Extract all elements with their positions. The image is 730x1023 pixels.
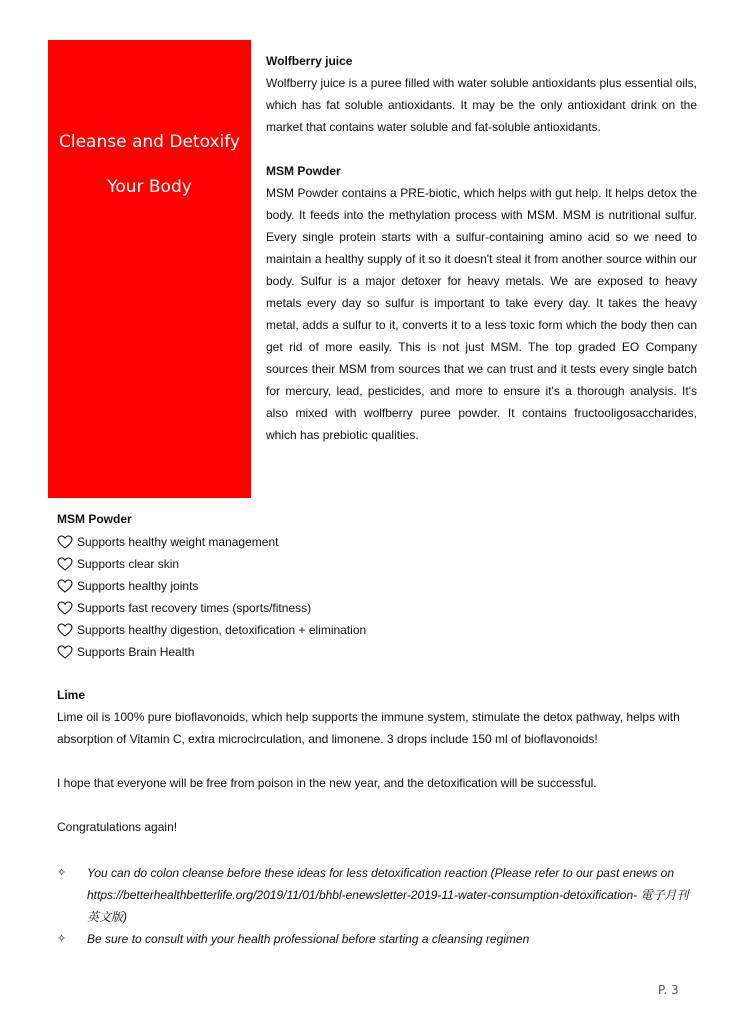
lime-section: [57, 684, 698, 750]
list-item-text: Supports healthy joints: [77, 579, 199, 593]
note-text: Be sure to consult with your health professional before starting a cleansing regimen: [87, 932, 530, 946]
title-panel: [48, 40, 251, 498]
notes-list: [57, 862, 698, 950]
sparkle-icon: ✧: [57, 867, 67, 879]
msm-benefits-list: [57, 531, 366, 663]
congrats-text: Congratulations again!: [57, 820, 178, 834]
note-item: [57, 928, 698, 950]
sparkle-icon: ✧: [57, 933, 67, 945]
list-item: [57, 597, 366, 619]
list-item: [57, 641, 366, 663]
list-item-text: Supports clear skin: [77, 557, 180, 571]
list-item: [57, 531, 366, 553]
panel-title-line1: Cleanse and Detoxify: [59, 132, 240, 152]
wolfberry-heading: Wolfberry juice: [266, 54, 353, 68]
lime-text: Lime oil is 100% pure bioflavonoids, which help supports the immune system, stimulate the detox pathway, helps with absorption of Vitamin C, extra microcirculation, and limonene. 3 drops include 150 ml of bioflavonoids!: [57, 710, 680, 746]
list-item-text: Supports fast recovery times (sports/fitness): [77, 601, 312, 615]
list-item-text: Supports Brain Health: [77, 645, 195, 659]
wolfberry-text: Wolfberry juice is a puree filled with water soluble antioxidants plus essential oils, which has fat soluble antioxidants. It may be the only antioxidant drink on the market that contains water soluble and fat-soluble antioxidants.: [266, 76, 697, 134]
panel-title-line2: Your Body: [107, 177, 192, 197]
msm-list-heading: MSM Powder: [57, 512, 132, 526]
note-item: [57, 862, 698, 928]
heart-outline-icon: [57, 579, 73, 593]
list-item: [57, 619, 366, 641]
hope-text: I hope that everyone will be free from poison in the new year, and the detoxification will be successful.: [57, 776, 597, 790]
heart-outline-icon: [57, 645, 73, 659]
heart-outline-icon: [57, 623, 73, 637]
page-number: P. 3: [658, 983, 679, 997]
lime-heading: Lime: [57, 688, 86, 702]
heart-outline-icon: [57, 557, 73, 571]
note-text: You can do colon cleanse before these ideas for less detoxification reaction (Please refer to our past enews on https://betterhealthbetterlife.org/2019/11/01/bhbl-enewsletter-2019-11-water-consumption-detoxification- 電子月刊英文版): [87, 866, 689, 924]
list-item: [57, 553, 366, 575]
msm-heading: MSM Powder: [266, 164, 341, 178]
wolfberry-section: [266, 50, 697, 138]
msm-section: [266, 160, 697, 446]
heart-outline-icon: [57, 601, 73, 615]
heart-outline-icon: [57, 535, 73, 549]
list-item-text: Supports healthy weight management: [77, 535, 279, 549]
list-item: [57, 575, 366, 597]
list-item-text: Supports healthy digestion, detoxification + elimination: [77, 623, 367, 637]
msm-text: MSM Powder contains a PRE-biotic, which helps with gut help. It helps detox the body. It feeds into the methylation process with MSM. MSM is nutritional sulfur. Every single protein starts with a sulfur-containing amino acid so we need to maintain a healthy supply of it so it doesn't steal it from another source within our body. Sulfur is a major detoxer for heavy metals. We are exposed to heavy metals every day so sulfur is important to take every day. It takes the heavy metal, adds a sulfur to it, converts it to a less toxic form which the body then can get rid of more easily. This is not just MSM. The top graded EO Company sources their MSM from sources that we can trust and it tests every single batch for mercury, lead, pesticides, and more to ensure it's a thorough analysis. It's also mixed with wolfberry puree powder. It contains fructooligosaccharides, which has prebiotic qualities.: [266, 186, 697, 442]
